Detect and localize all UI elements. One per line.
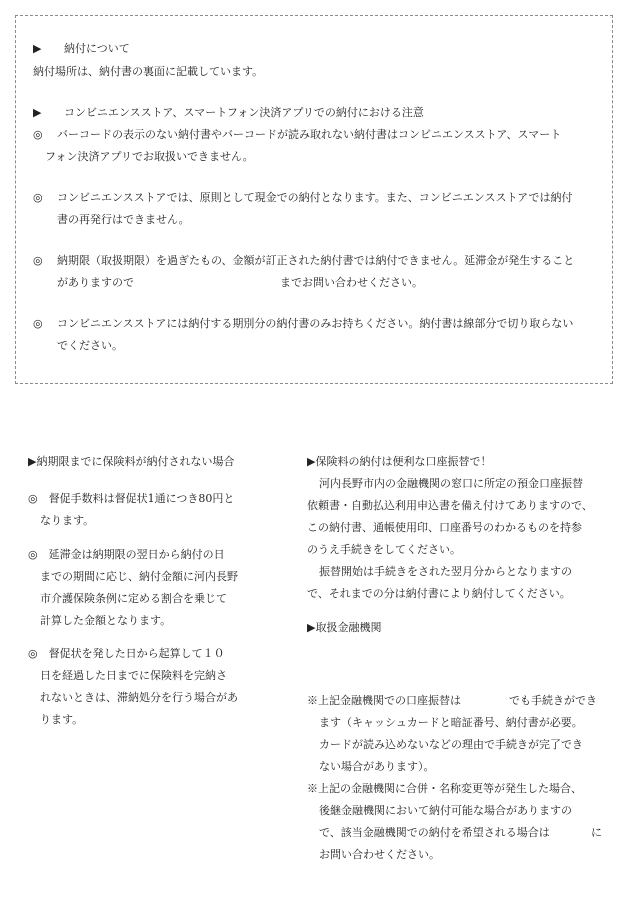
notice-item-3-line-1: 納期限（取扱期限）を過ぎたもの、金額が訂正された納付書では納付できません。延滞金が発生すること: [57, 254, 575, 267]
banks-heading: ▶取扱金融機関: [307, 621, 382, 634]
bullet-icon: ◎: [33, 317, 43, 330]
seizure-line-2: 日を経過した日までに保険料を完納さ: [40, 669, 227, 682]
seizure-line-3: れないときは、滞納処分を行う場合があ: [40, 691, 238, 704]
payment-location-text: 納付場所は、納付書の裏面に記載しています。: [33, 65, 264, 78]
late-fee-line-2: までの期間に応じ、納付金額に河内長野: [40, 570, 238, 583]
note-2-line-4: お問い合わせください。: [319, 848, 440, 861]
section-marker-icon: ▶: [33, 106, 42, 119]
reminder-fee-line-1: ◎ 督促手数料は督促状1通につき80円と: [28, 492, 235, 505]
transfer-start-line-2: で、それまでの分は納付書により納付してください。: [307, 587, 571, 600]
late-fee-line-4: 計算した金額となります。: [40, 614, 172, 627]
bullet-icon: ◎: [33, 191, 43, 204]
note-1-line-1a: ※上記金融機関での口座振替は: [307, 694, 461, 707]
payment-heading: 納付について: [64, 42, 130, 55]
account-transfer-line-3: この納付書、通帳使用印、口座番号のわかるものを持参: [307, 521, 582, 534]
late-fee-line-1: ◎ 延滞金は納期限の翌日から納付の日: [28, 548, 225, 561]
seizure-line-4: ります。: [40, 713, 84, 726]
note-2-line-2: 後継金融機関において納付可能な場合がありますの: [319, 804, 572, 817]
notice-item-1-line-2: フォン決済アプリでお取扱いできません。: [45, 150, 254, 163]
account-transfer-heading: ▶保険料の納付は便利な口座振替で！: [307, 455, 492, 468]
convenience-store-heading: コンビニエンスストア、スマートフォン決済アプリでの納付における注意: [64, 106, 424, 119]
note-1-line-4: ない場合があります）。: [319, 760, 435, 773]
notice-item-3-line-2b: までお問い合わせください。: [280, 276, 423, 289]
note-1-line-3: カードが読み込めないなどの理由で手続きが完了でき: [319, 738, 583, 751]
seizure-line-1: ◎ 督促状を発した日から起算して１０: [28, 647, 225, 660]
note-2-line-3b: に: [591, 826, 602, 839]
account-transfer-line-4: のうえ手続きをしてください。: [307, 543, 461, 556]
account-transfer-line-2: 依頼書・自動払込利用申込書を備え付けてありますので、: [307, 499, 593, 512]
late-payment-heading: ▶納期限までに保険料が納付されない場合: [28, 455, 235, 468]
note-1-line-2: ます（キャッシュカードと暗証番号、納付書が必要。: [319, 716, 583, 729]
transfer-start-line-1: 振替開始は手続きをされた翌月分からとなりますの: [319, 565, 572, 578]
late-fee-line-3: 市介護保険条例に定める割合を乗じて: [40, 592, 227, 605]
reminder-fee-line-2: なります。: [40, 514, 95, 527]
bullet-icon: ◎: [33, 254, 43, 267]
account-transfer-line-1: 河内長野市内の金融機関の窓口に所定の預金口座振替: [319, 477, 583, 490]
notice-item-1-line-1: バーコードの表示のない納付書やバーコードが読み取れない納付書はコンビニエンスストア、スマート: [57, 128, 562, 141]
note-2-line-1: ※上記の金融機関に合併・名称変更等が発生した場合、: [307, 782, 582, 795]
notice-item-2-line-1: コンビニエンスストアでは、原則として現金での納付となります。また、コンビニエンスストアでは納付: [57, 191, 573, 204]
bullet-icon: ◎: [33, 128, 43, 141]
section-marker-icon: ▶: [33, 42, 42, 55]
notice-item-4-line-1: コンビニエンスストアには納付する期別分の納付書のみお持ちください。納付書は線部分で切り取らない: [57, 317, 574, 330]
note-2-line-3a: で、該当金融機関での納付を希望される場合は: [319, 826, 550, 839]
notice-item-2-line-2: 書の再発行はできません。: [57, 213, 190, 226]
note-1-line-1b: でも手続きができ: [509, 694, 597, 707]
notice-item-3-line-2a: がありますので: [57, 276, 134, 289]
notice-item-4-line-2: でください。: [57, 339, 123, 352]
